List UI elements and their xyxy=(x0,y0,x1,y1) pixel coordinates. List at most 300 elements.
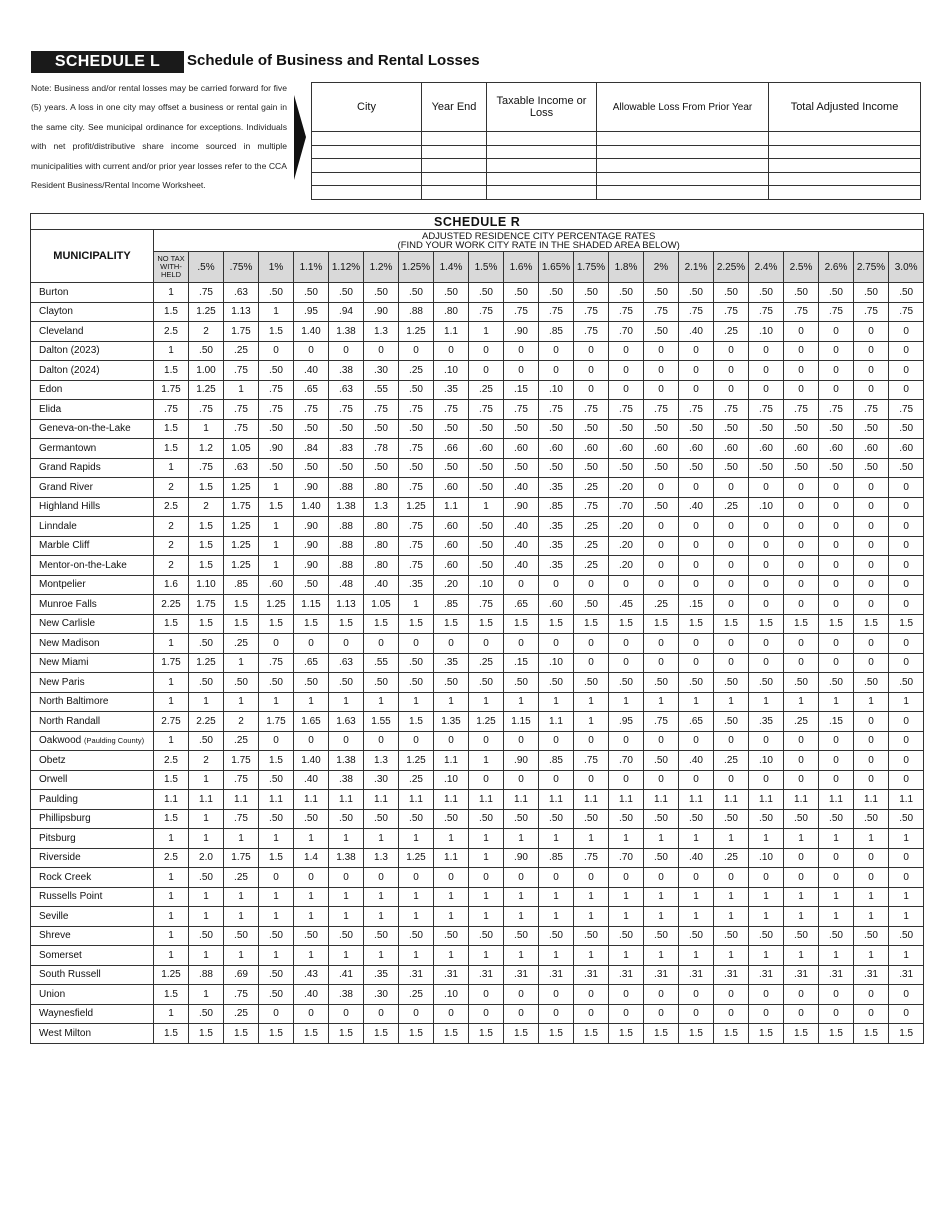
rate-cell: .50 xyxy=(399,809,434,829)
rate-cell: 1.5 xyxy=(189,1024,224,1044)
rate-cell: 0 xyxy=(644,341,679,361)
rate-cell: .50 xyxy=(574,458,609,478)
rate-cell: .60 xyxy=(434,517,469,537)
rate-cell: .50 xyxy=(679,926,714,946)
rate-cell: 1 xyxy=(469,829,504,849)
rate-cell: 0 xyxy=(889,517,924,537)
municipality-name xyxy=(31,361,154,381)
rate-cell: 0 xyxy=(749,556,784,576)
rate-cell: 1.5 xyxy=(189,536,224,556)
rate-cell: 1.13 xyxy=(224,302,259,322)
rate-cell: .15 xyxy=(504,653,539,673)
rate-cell: 1 xyxy=(749,946,784,966)
rate-cell: .50 xyxy=(259,673,294,693)
rate-cell: 1 xyxy=(784,887,819,907)
rate-cell: .50 xyxy=(329,809,364,829)
rate-cell: 1.5 xyxy=(189,614,224,634)
rate-cell: .75 xyxy=(469,595,504,615)
rate-cell: .10 xyxy=(749,848,784,868)
rate-cell: 0 xyxy=(819,575,854,595)
rate-cell: .50 xyxy=(749,673,784,693)
rate-cell: .50 xyxy=(469,926,504,946)
allowable-loss-cell[interactable] xyxy=(597,186,769,200)
rate-cell: .88 xyxy=(329,478,364,498)
rate-cell: .60 xyxy=(784,439,819,459)
rate-cell: 1.5 xyxy=(224,595,259,615)
rate-cell: .50 xyxy=(749,283,784,303)
rate-cell: .50 xyxy=(469,419,504,439)
rate-cell: 1 xyxy=(889,887,924,907)
rate-cell: .50 xyxy=(714,712,749,732)
rate-cell: 1 xyxy=(189,809,224,829)
rate-cell: 0 xyxy=(714,985,749,1005)
municipality-name xyxy=(31,673,154,693)
rate-cell: .75 xyxy=(609,400,644,420)
rate-cell: 2 xyxy=(189,322,224,342)
total-adjusted-cell[interactable] xyxy=(769,159,921,173)
rate-cell: .31 xyxy=(714,965,749,985)
rate-cell: .80 xyxy=(364,478,399,498)
rate-cell: 1.5 xyxy=(259,751,294,771)
rate-cell: .75 xyxy=(399,439,434,459)
rate-cell: 0 xyxy=(679,536,714,556)
table-row xyxy=(31,790,924,810)
rate-cell: .50 xyxy=(504,926,539,946)
rate-cell: 1 xyxy=(329,946,364,966)
rate-cell: .50 xyxy=(329,458,364,478)
rate-cell: .50 xyxy=(819,809,854,829)
rate-header: 1.1% xyxy=(294,252,329,283)
rate-cell: 0 xyxy=(854,536,889,556)
allowable-loss-cell[interactable] xyxy=(597,159,769,173)
allowable-loss-cell[interactable] xyxy=(597,145,769,159)
taxable-income-cell[interactable] xyxy=(487,186,597,200)
municipality-name xyxy=(31,400,154,420)
rate-cell: 1.5 xyxy=(714,614,749,634)
rate-cell: .90 xyxy=(294,517,329,537)
rate-header: 1.75% xyxy=(574,252,609,283)
rate-cell: .50 xyxy=(189,926,224,946)
rate-cell: 1 xyxy=(259,478,294,498)
rate-cell: 0 xyxy=(644,985,679,1005)
municipality-name-text: Paulding xyxy=(39,793,78,805)
rate-cell: 1.5 xyxy=(154,809,189,829)
rate-cell: .75 xyxy=(224,400,259,420)
municipality-name xyxy=(31,283,154,303)
rate-cell: 1 xyxy=(224,380,259,400)
rate-cell: .50 xyxy=(854,673,889,693)
rate-cell: .75 xyxy=(224,809,259,829)
rate-cell: 1 xyxy=(154,692,189,712)
rate-cell: .88 xyxy=(329,517,364,537)
total-adjusted-cell[interactable] xyxy=(769,186,921,200)
rate-cell: 1.5 xyxy=(469,1024,504,1044)
rate-cell: 1.25 xyxy=(259,595,294,615)
rate-cell: 0 xyxy=(819,341,854,361)
rate-cell: .75 xyxy=(679,400,714,420)
rate-cell: 0 xyxy=(574,634,609,654)
rate-cell: .50 xyxy=(784,673,819,693)
rate-cell: .60 xyxy=(854,439,889,459)
rate-cell: 1 xyxy=(399,829,434,849)
rate-cell: 0 xyxy=(469,770,504,790)
rate-cell: .50 xyxy=(714,419,749,439)
rate-cell: .25 xyxy=(714,848,749,868)
table-row xyxy=(31,439,924,459)
rate-cell: 1 xyxy=(224,887,259,907)
municipality-name xyxy=(31,712,154,732)
municipality-name xyxy=(31,439,154,459)
rate-cell: 1.5 xyxy=(819,1024,854,1044)
rate-cell: .50 xyxy=(434,283,469,303)
rate-cell: 0 xyxy=(854,868,889,888)
table-row xyxy=(31,887,924,907)
rate-cell: .66 xyxy=(434,439,469,459)
rate-cell: 1.5 xyxy=(259,614,294,634)
rate-cell: 0 xyxy=(819,361,854,381)
rate-cell: 1 xyxy=(504,829,539,849)
allowable-loss-cell[interactable] xyxy=(597,132,769,146)
rate-cell: .65 xyxy=(294,380,329,400)
rate-cell: .75 xyxy=(819,302,854,322)
rate-cell: 1.1 xyxy=(434,790,469,810)
rate-cell: 1.38 xyxy=(329,497,364,517)
rate-cell: 0 xyxy=(504,985,539,1005)
municipality-name-text: Geneva-on-the-Lake xyxy=(39,423,131,435)
rate-cell: 1 xyxy=(189,887,224,907)
rate-cell: 1 xyxy=(224,653,259,673)
rate-cell: .75 xyxy=(504,400,539,420)
rate-cell: 1.25 xyxy=(224,556,259,576)
rate-cell: 1 xyxy=(714,907,749,927)
rate-cell: 1 xyxy=(854,829,889,849)
rate-cell: .75 xyxy=(889,302,924,322)
taxable-income-cell[interactable] xyxy=(487,145,597,159)
rate-cell: 0 xyxy=(889,634,924,654)
rate-cell: 1 xyxy=(574,946,609,966)
rate-header: 1.25% xyxy=(399,252,434,283)
year-end-cell[interactable] xyxy=(422,145,487,159)
table-row xyxy=(31,731,924,751)
rate-cell: 0 xyxy=(434,1004,469,1024)
municipality-name-text: Seville xyxy=(39,910,69,922)
rate-cell: 0 xyxy=(749,1004,784,1024)
rate-cell: 1 xyxy=(364,887,399,907)
rate-cell: 1.5 xyxy=(399,614,434,634)
rate-cell: 1 xyxy=(294,692,329,712)
rate-cell: .75 xyxy=(259,380,294,400)
year-end-cell[interactable] xyxy=(422,132,487,146)
rate-cell: .50 xyxy=(294,575,329,595)
rate-cell: 1.1 xyxy=(434,848,469,868)
rate-cell: 1.5 xyxy=(329,614,364,634)
rate-cell: 0 xyxy=(784,575,819,595)
rate-cell: .50 xyxy=(854,283,889,303)
rate-cell: .50 xyxy=(329,926,364,946)
rate-cell: 0 xyxy=(854,341,889,361)
rate-cell: .50 xyxy=(609,283,644,303)
rate-cell: .50 xyxy=(574,809,609,829)
rate-cell: 1.40 xyxy=(294,497,329,517)
rate-cell: .20 xyxy=(609,536,644,556)
rate-cell: 0 xyxy=(749,341,784,361)
rate-cell: .75 xyxy=(854,302,889,322)
rate-cell: 0 xyxy=(749,770,784,790)
rate-cell: 0 xyxy=(259,1004,294,1024)
rate-cell: .50 xyxy=(819,283,854,303)
rate-cell: .25 xyxy=(574,556,609,576)
rate-cell: .50 xyxy=(539,419,574,439)
rate-cell: 0 xyxy=(714,595,749,615)
schedule-l-input-row xyxy=(312,145,921,159)
allowable-loss-cell[interactable] xyxy=(597,172,769,186)
schedule-l-title: Schedule of Business and Rental Losses xyxy=(187,52,480,69)
total-adjusted-cell[interactable] xyxy=(769,145,921,159)
rate-cell: .75 xyxy=(154,400,189,420)
city-cell[interactable] xyxy=(312,132,422,146)
rate-cell: .85 xyxy=(539,848,574,868)
rate-cell: .40 xyxy=(679,751,714,771)
rate-cell: 0 xyxy=(854,985,889,1005)
rate-cell: 0 xyxy=(644,770,679,790)
rate-cell: 0 xyxy=(749,361,784,381)
rate-cell: 1 xyxy=(259,829,294,849)
rate-cell: 0 xyxy=(679,985,714,1005)
rate-cell: 1 xyxy=(224,907,259,927)
rate-cell: 1.5 xyxy=(749,614,784,634)
rate-cell: 1 xyxy=(189,907,224,927)
table-row xyxy=(31,322,924,342)
rate-cell: 0 xyxy=(714,634,749,654)
rate-cell: 0 xyxy=(399,341,434,361)
rate-cell: .15 xyxy=(819,712,854,732)
rate-cell: .80 xyxy=(364,517,399,537)
rate-cell: .75 xyxy=(539,400,574,420)
municipality-name xyxy=(31,517,154,537)
rate-cell: .40 xyxy=(504,478,539,498)
rate-cell: 0 xyxy=(784,517,819,537)
municipality-name xyxy=(31,809,154,829)
rate-cell: 1 xyxy=(329,887,364,907)
rate-cell: 0 xyxy=(854,575,889,595)
rate-cell: 1 xyxy=(294,829,329,849)
rate-cell: .50 xyxy=(609,673,644,693)
rate-cell: 0 xyxy=(679,731,714,751)
year-end-cell[interactable] xyxy=(422,172,487,186)
municipality-name xyxy=(31,731,154,751)
city-cell[interactable] xyxy=(312,159,422,173)
rate-cell: .50 xyxy=(644,848,679,868)
total-adjusted-cell[interactable] xyxy=(769,132,921,146)
rate-cell: 0 xyxy=(749,985,784,1005)
municipality-name-text: South Russell xyxy=(39,969,101,981)
municipality-name-text: Elida xyxy=(39,403,62,415)
rate-cell: 1.1 xyxy=(819,790,854,810)
municipality-name xyxy=(31,458,154,478)
rate-cell: 1.65 xyxy=(294,712,329,732)
rate-cell: 1.5 xyxy=(399,712,434,732)
rate-cell: .65 xyxy=(504,595,539,615)
rate-cell: 1 xyxy=(224,692,259,712)
rate-cell: 0 xyxy=(294,731,329,751)
rate-cell: 1.1 xyxy=(714,790,749,810)
rate-cell: 1 xyxy=(329,692,364,712)
rate-header: 2.6% xyxy=(819,252,854,283)
rate-cell: 0 xyxy=(819,731,854,751)
rate-cell: .50 xyxy=(539,283,574,303)
municipality-name-text: Germantown xyxy=(39,442,97,454)
rate-cell: 0 xyxy=(819,1004,854,1024)
rate-cell: 1.5 xyxy=(259,1024,294,1044)
rate-cell: 0 xyxy=(609,1004,644,1024)
taxable-income-cell[interactable] xyxy=(487,172,597,186)
rate-cell: 1 xyxy=(784,907,819,927)
rate-cell: 0 xyxy=(889,497,924,517)
rate-cell: 1.6 xyxy=(154,575,189,595)
rate-cell: 0 xyxy=(644,1004,679,1024)
city-cell[interactable] xyxy=(312,172,422,186)
rate-cell: 1 xyxy=(784,829,819,849)
rate-cell: 2.5 xyxy=(154,322,189,342)
rate-cell: 1.1 xyxy=(609,790,644,810)
rate-cell: .50 xyxy=(399,380,434,400)
rate-cell: 0 xyxy=(714,1004,749,1024)
municipality-name-text: Waynesfield xyxy=(39,1008,94,1020)
rate-cell: 0 xyxy=(504,1004,539,1024)
rate-cell: 1 xyxy=(539,907,574,927)
rate-cell: .50 xyxy=(469,673,504,693)
rate-cell: .50 xyxy=(469,556,504,576)
rate-cell: 1 xyxy=(364,692,399,712)
rate-cell: 1.1 xyxy=(644,790,679,810)
rate-cell: .90 xyxy=(504,751,539,771)
rate-cell: .50 xyxy=(854,419,889,439)
rate-cell: 1.5 xyxy=(399,1024,434,1044)
rate-cell: .25 xyxy=(399,770,434,790)
city-cell[interactable] xyxy=(312,186,422,200)
rate-cell: 1.5 xyxy=(189,517,224,537)
rate-cell: 1.1 xyxy=(574,790,609,810)
rate-cell: .90 xyxy=(504,848,539,868)
rate-cell: .10 xyxy=(434,361,469,381)
rate-cell: .10 xyxy=(434,770,469,790)
city-cell[interactable] xyxy=(312,145,422,159)
rate-cell: .50 xyxy=(574,595,609,615)
rate-cell: 1.25 xyxy=(399,497,434,517)
table-row xyxy=(31,595,924,615)
rate-cell: 0 xyxy=(294,868,329,888)
rate-cell: .60 xyxy=(539,595,574,615)
rate-cell: 0 xyxy=(819,380,854,400)
rate-cell: 1.75 xyxy=(154,653,189,673)
rate-cell: 1.38 xyxy=(329,848,364,868)
table-row xyxy=(31,946,924,966)
table-row xyxy=(31,575,924,595)
rate-cell: 1 xyxy=(434,907,469,927)
rate-cell: .90 xyxy=(259,439,294,459)
rate-cell: 1.25 xyxy=(399,322,434,342)
rate-cell: 1 xyxy=(154,887,189,907)
municipality-name-text: Somerset xyxy=(39,949,82,961)
rate-cell: .50 xyxy=(329,283,364,303)
rate-cell: 0 xyxy=(854,517,889,537)
rate-cell: .40 xyxy=(679,848,714,868)
rate-cell: .90 xyxy=(504,322,539,342)
rate-cell: .48 xyxy=(329,575,364,595)
rate-cell: .50 xyxy=(889,419,924,439)
rate-cell: 0 xyxy=(889,1004,924,1024)
rate-cell: .50 xyxy=(644,497,679,517)
rate-cell: .43 xyxy=(294,965,329,985)
rate-cell: .75 xyxy=(399,536,434,556)
rate-cell: .31 xyxy=(434,965,469,985)
year-end-cell[interactable] xyxy=(422,186,487,200)
rate-cell: .75 xyxy=(329,400,364,420)
rate-cell: 1.05 xyxy=(224,439,259,459)
rate-cell: 0 xyxy=(784,770,819,790)
rate-cell: 2.25 xyxy=(189,712,224,732)
rate-cell: 1.1 xyxy=(329,790,364,810)
year-end-cell[interactable] xyxy=(422,159,487,173)
rate-cell: 1 xyxy=(714,946,749,966)
rate-cell: 1.5 xyxy=(154,770,189,790)
rate-cell: .50 xyxy=(609,809,644,829)
rate-cell: 1.5 xyxy=(574,614,609,634)
rate-cell: 0 xyxy=(644,731,679,751)
rate-cell: 0 xyxy=(784,478,819,498)
rate-cell: 0 xyxy=(889,380,924,400)
rate-cell: .50 xyxy=(224,926,259,946)
rate-header: 2.5% xyxy=(784,252,819,283)
municipality-name-text: Orwell xyxy=(39,774,68,786)
municipality-name xyxy=(31,692,154,712)
rate-cell: 0 xyxy=(784,556,819,576)
rate-cell: .50 xyxy=(854,926,889,946)
rate-cell: 1 xyxy=(504,692,539,712)
rate-cell: .50 xyxy=(889,458,924,478)
rate-cell: 1 xyxy=(259,556,294,576)
rate-cell: .65 xyxy=(294,653,329,673)
rate-cell: 1 xyxy=(819,946,854,966)
rate-cell: .31 xyxy=(399,965,434,985)
rate-cell: 1.5 xyxy=(364,1024,399,1044)
rate-cell: 0 xyxy=(819,322,854,342)
rate-cell: .75 xyxy=(609,302,644,322)
rate-cell: 0 xyxy=(749,731,784,751)
taxable-income-cell[interactable] xyxy=(487,132,597,146)
total-adjusted-cell[interactable] xyxy=(769,172,921,186)
rate-cell: 1.3 xyxy=(364,848,399,868)
rate-cell: 1.5 xyxy=(644,1024,679,1044)
municipality-name xyxy=(31,985,154,1005)
rate-cell: 1 xyxy=(714,829,749,849)
rate-cell: 0 xyxy=(469,634,504,654)
taxable-income-cell[interactable] xyxy=(487,159,597,173)
rate-cell: .50 xyxy=(189,731,224,751)
rate-cell: 1 xyxy=(854,887,889,907)
rate-cell: .50 xyxy=(749,926,784,946)
table-row xyxy=(31,614,924,634)
table-row xyxy=(31,965,924,985)
rate-cell: .75 xyxy=(189,400,224,420)
schedule-l-table xyxy=(311,82,921,200)
rate-cell: 0 xyxy=(749,634,784,654)
rate-cell: 1.75 xyxy=(224,751,259,771)
schedule-r-table xyxy=(30,213,924,1044)
rate-cell: .50 xyxy=(189,868,224,888)
rate-cell: .50 xyxy=(889,673,924,693)
rate-cell: .50 xyxy=(679,419,714,439)
